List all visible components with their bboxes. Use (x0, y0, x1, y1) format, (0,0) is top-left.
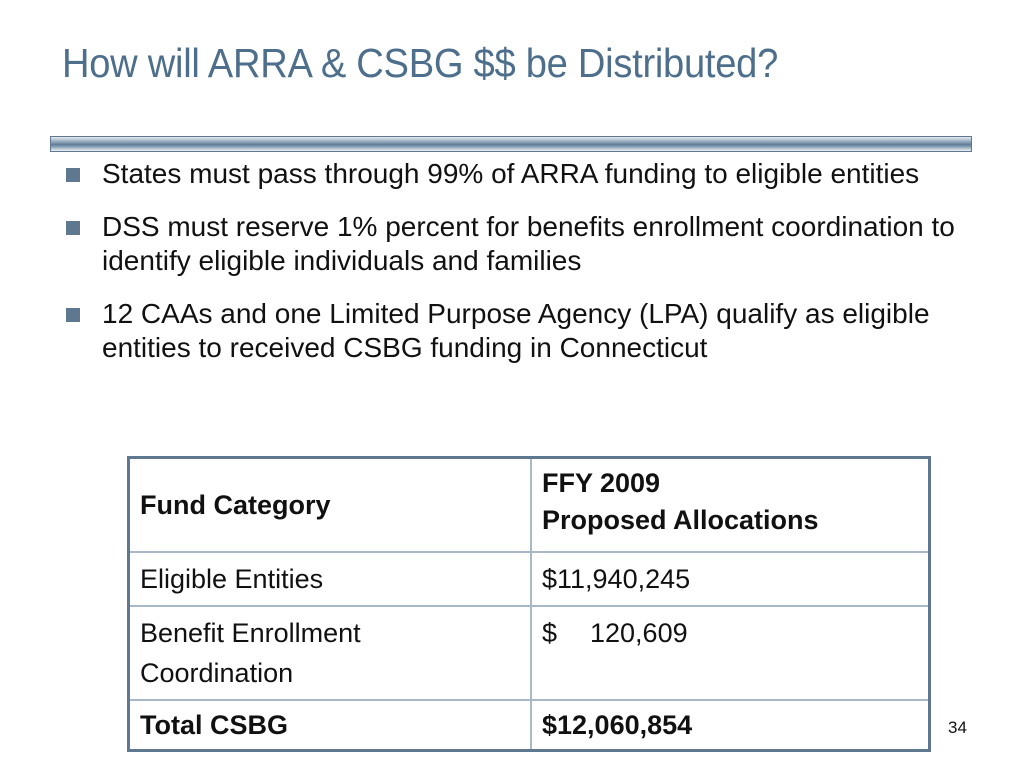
table-row (129, 552, 930, 606)
header-fund-category: Fund Category (129, 458, 532, 553)
title-divider (50, 136, 972, 152)
row-category (129, 606, 532, 700)
total-label: Total CSBG (129, 700, 532, 751)
bullet-item (64, 210, 964, 278)
allocation-table (127, 456, 931, 752)
header-allocations-label: Proposed Allocations (542, 505, 819, 535)
bullet-item (64, 297, 964, 365)
page-number: 34 (948, 718, 967, 737)
amount-value: 120,609 (590, 618, 688, 648)
row-amount: $11,940,245 (531, 552, 930, 606)
table-header-row (129, 458, 930, 553)
currency-symbol: $ (542, 618, 558, 648)
row-category: Eligible Entities (129, 552, 532, 606)
square-bullet-icon (66, 168, 80, 182)
bullet-item (64, 157, 964, 191)
bullet-text: 12 CAAs and one Limited Purpose Agency (LPA) qualify as eligible entities to received CSBG funding in Connecticut (102, 298, 930, 363)
header-proposed-allocations (531, 458, 930, 553)
table-row (129, 606, 930, 700)
table-total-row (129, 700, 930, 751)
bullet-list (64, 157, 964, 384)
total-amount: $12,060,854 (531, 700, 930, 751)
slide-title: How will ARRA & CSBG $$ be Distributed? (62, 40, 779, 86)
square-bullet-icon (66, 221, 80, 235)
row-category-line: Coordination (140, 658, 294, 688)
bullet-text: States must pass through 99% of ARRA funding to eligible entities (102, 158, 920, 189)
square-bullet-icon (66, 308, 80, 322)
header-year: FFY 2009 (542, 468, 661, 498)
row-amount (531, 606, 930, 700)
bullet-text: DSS must reserve 1% percent for benefits enrollment coordination to identify eligible individuals and families (102, 211, 955, 276)
row-category-line: Benefit Enrollment (140, 618, 361, 648)
